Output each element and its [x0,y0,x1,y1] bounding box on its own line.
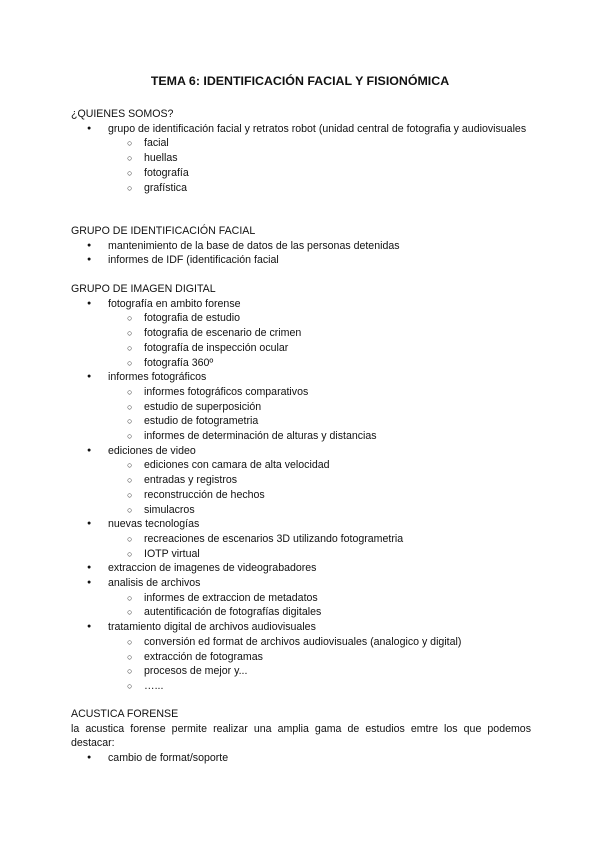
sub-bullet-item: ○ informes de determinación de alturas y distancias [71,429,531,444]
sub-bullet-item: ○ …... [71,679,531,694]
sub-bullet-item: ○ fotografía 360º [71,356,531,371]
sub-bullet-item: ○ reconstrucción de hechos [71,488,531,503]
sub-bullet-item: ○ informes fotográficos comparativos [71,385,531,400]
sub-bullet-item: ○ procesos de mejor y... [71,664,531,679]
sub-bullet-item: ○ fotografia de escenario de crimen [71,326,531,341]
bullet-item: ● informes de IDF (identificación facial [71,253,531,268]
bullet-item: ● nuevas tecnologías [71,517,531,532]
sub-bullet-item: ○ fotografía de inspección ocular [71,341,531,356]
sub-bullet-item: ○ simulacros [71,503,531,518]
section-acustica-forense [71,707,531,766]
sub-bullet-list [71,136,531,195]
section-identificacion-facial [71,224,531,268]
sub-bullet-item: ○ fotografía [71,166,531,181]
sub-bullet-item: ○ ediciones con camara de alta velocidad [71,458,531,473]
sub-bullet-item: ○ huellas [71,151,531,166]
bullet-item: ● fotografía en ambito forense [71,297,531,312]
sub-bullet-item: ○ conversión ed format de archivos audiovisuales (analogico y digital) [71,635,531,650]
sub-bullet-item: ○ IOTP virtual [71,547,531,562]
bullet-list [71,297,531,694]
section-imagen-digital [71,282,531,694]
bullet-list [71,122,531,137]
sub-bullet-item: ○ estudio de superposición [71,400,531,415]
document-title: TEMA 6: IDENTIFICACIÓN FACIAL Y FISIONÓMICA [150,74,450,88]
bullet-list [71,239,531,268]
bullet-item: ● analisis de archivos [71,576,531,591]
sub-bullet-item: ○ facial [71,136,531,151]
bullet-item: ● grupo de identificación facial y retratos robot (unidad central de fotografia y audiovisuales [71,122,531,137]
bullet-item: ● ediciones de video [71,444,531,459]
section-heading: ¿QUIENES SOMOS? [71,108,174,120]
section-heading: GRUPO DE IMAGEN DIGITAL [71,283,216,295]
bullet-item: ● tratamiento digital de archivos audiovisuales [71,620,531,635]
bullet-item: ● cambio de format/soporte [71,751,531,766]
bullet-item: ● informes fotográficos [71,370,531,385]
sub-bullet-item: ○ informes de extraccion de metadatos [71,591,531,606]
section-heading: GRUPO DE IDENTIFICACIÓN FACIAL [71,225,256,237]
section-quienes-somos [71,107,531,195]
sub-bullet-item: ○ entradas y registros [71,473,531,488]
bullet-item: ● mantenimiento de la base de datos de las personas detenidas [71,239,531,254]
section-paragraph: la acustica forense permite realizar una amplia gama de estudios emtre los que podemos destacar: [71,722,531,750]
section-heading: ACUSTICA FORENSE [71,708,179,720]
sub-bullet-item: ○ recreaciones de escenarios 3D utilizando fotogrametria [71,532,531,547]
bullet-item: ● extraccion de imagenes de videograbadores [71,561,531,576]
sub-bullet-item: ○ grafística [71,181,531,196]
sub-bullet-item: ○ extracción de fotogramas [71,650,531,665]
bullet-list [71,751,531,766]
sub-bullet-item: ○ estudio de fotogrametria [71,414,531,429]
sub-bullet-item: ○ fotografia de estudio [71,311,531,326]
sub-bullet-item: ○ autentificación de fotografías digitales [71,605,531,620]
